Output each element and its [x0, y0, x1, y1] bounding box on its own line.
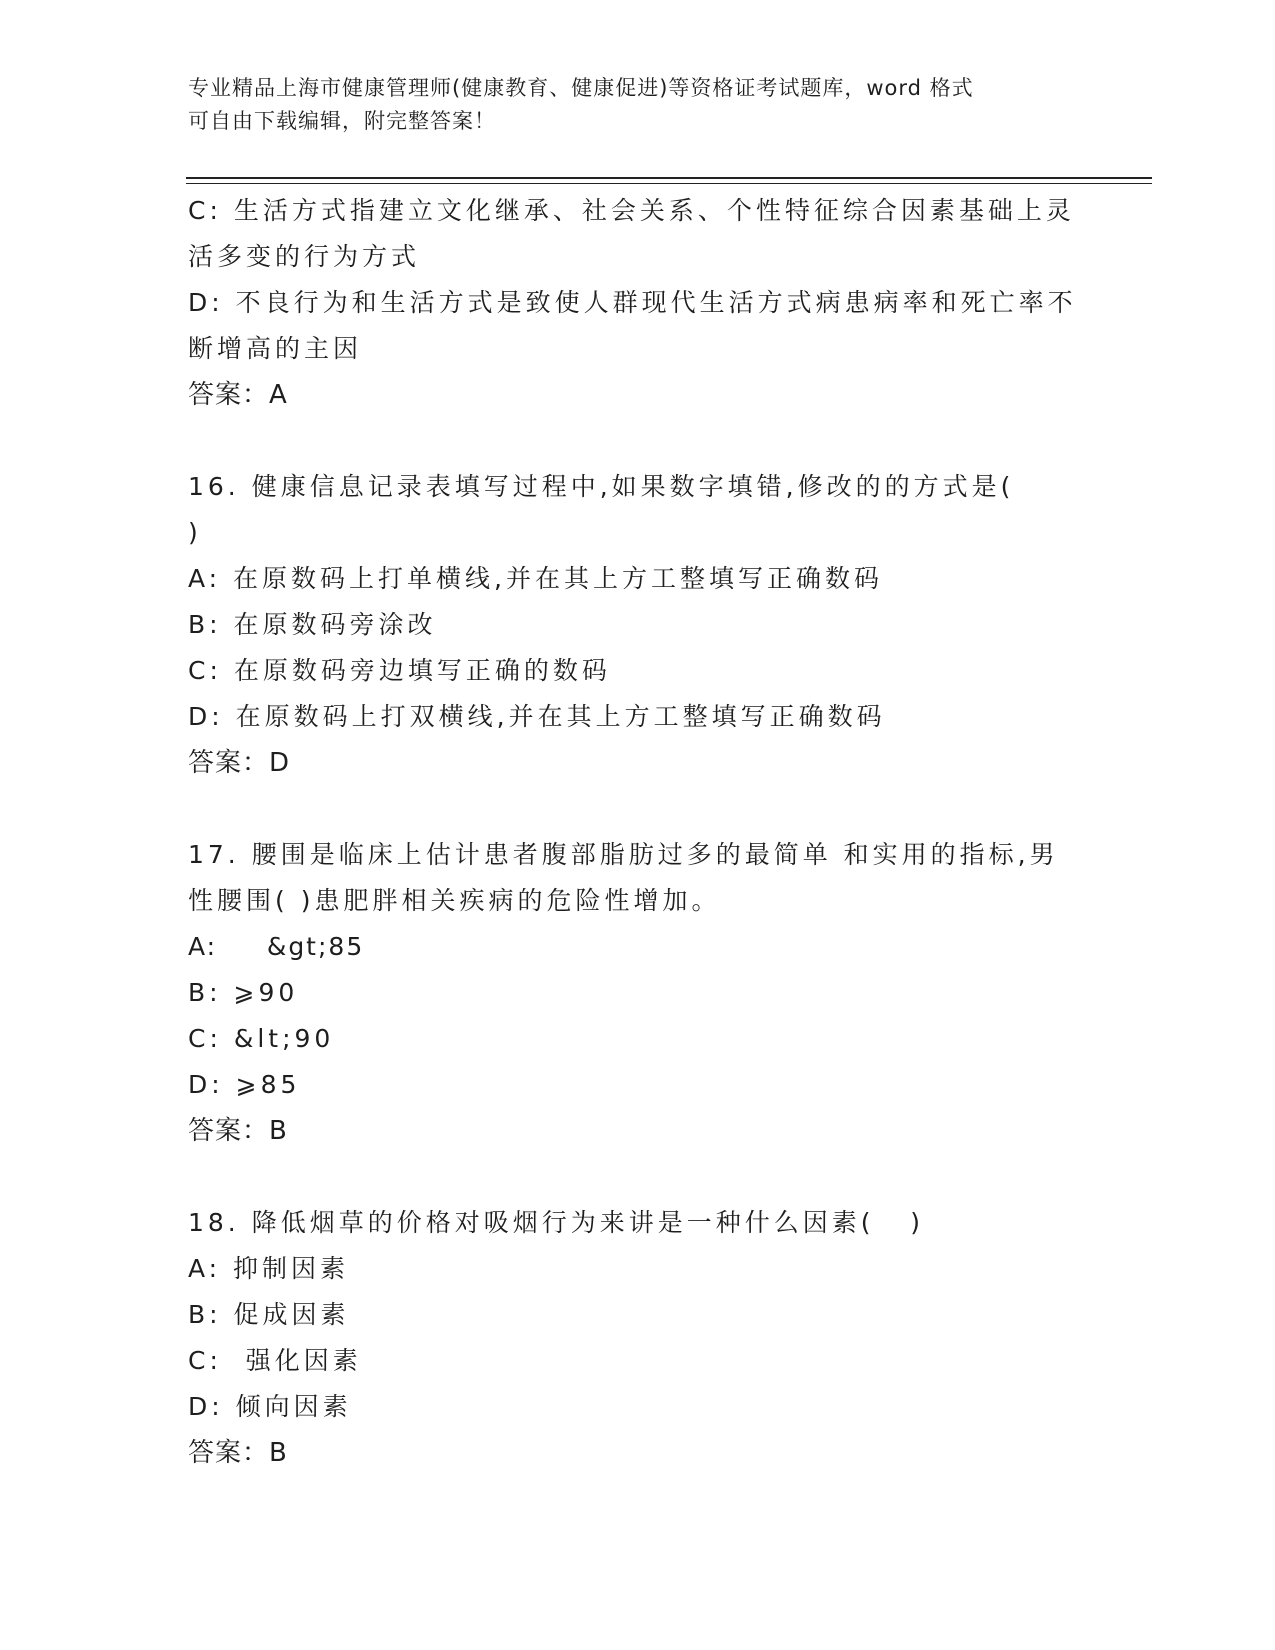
document-header: [188, 72, 1068, 138]
answer-line: 答案：D: [188, 748, 291, 778]
option-a: A: 在原数码上打单横线,并在其上方工整填写正确数码: [188, 564, 883, 593]
option-d: D: ⩾85: [188, 1070, 301, 1099]
question-stem-line-1: 17. 腰围是临床上估计患者腹部脂肪过多的最简单 和实用的指标,男: [188, 840, 1059, 869]
spacer: [188, 786, 1088, 832]
question-content: [188, 188, 1088, 1476]
option-a: A: &gt;85: [188, 932, 365, 961]
option-c: C: &lt;90: [188, 1024, 335, 1053]
question-17-block: [188, 832, 1088, 1154]
header-divider-thin: [186, 183, 1152, 184]
option-d-line-1: D: 不良行为和生活方式是致使人群现代生活方式病患病率和死亡率不: [188, 288, 1077, 317]
prev-question-block: [188, 188, 1088, 418]
option-b: B: ⩾90: [188, 978, 299, 1007]
option-c-line-1: C: 生活方式指建立文化继承、社会关系、个性特征综合因素基础上灵: [188, 196, 1075, 225]
option-d: D: 倾向因素: [188, 1392, 352, 1421]
header-divider-thick: [186, 177, 1152, 179]
question-stem-line-2: ): [188, 518, 202, 547]
spacer: [188, 418, 1088, 464]
option-b: B: 促成因素: [188, 1300, 350, 1329]
question-stem-line-1: 18. 降低烟草的价格对吸烟行为来讲是一种什么因素( ): [188, 1208, 925, 1237]
answer-line: 答案：B: [188, 1438, 288, 1468]
question-stem-line-1: 16. 健康信息记录表填写过程中,如果数字填错,修改的的方式是(: [188, 472, 1015, 501]
option-d: D: 在原数码上打双横线,并在其上方工整填写正确数码: [188, 702, 886, 731]
option-c: C: 在原数码旁边填写正确的数码: [188, 656, 611, 685]
option-d-line-2: 断增高的主因: [188, 334, 363, 363]
option-c: C: 强化因素: [188, 1346, 362, 1375]
option-c-line-2: 活多变的行为方式: [188, 242, 421, 271]
spacer: [188, 1154, 1088, 1200]
option-b: B: 在原数码旁涂改: [188, 610, 437, 639]
header-line-2: 可自由下载编辑，附完整答案！: [188, 109, 496, 133]
option-a: A: 抑制因素: [188, 1254, 350, 1283]
header-line-1: 专业精品上海市健康管理师(健康教育、健康促进)等资格证考试题库，word 格式: [188, 76, 974, 100]
question-18-block: [188, 1200, 1088, 1476]
question-16-block: [188, 464, 1088, 786]
answer-line: 答案：B: [188, 1116, 288, 1146]
question-stem-line-2: 性腰围( )患肥胖相关疾病的危险性增加。: [188, 886, 721, 915]
answer-line: 答案：A: [188, 380, 288, 410]
